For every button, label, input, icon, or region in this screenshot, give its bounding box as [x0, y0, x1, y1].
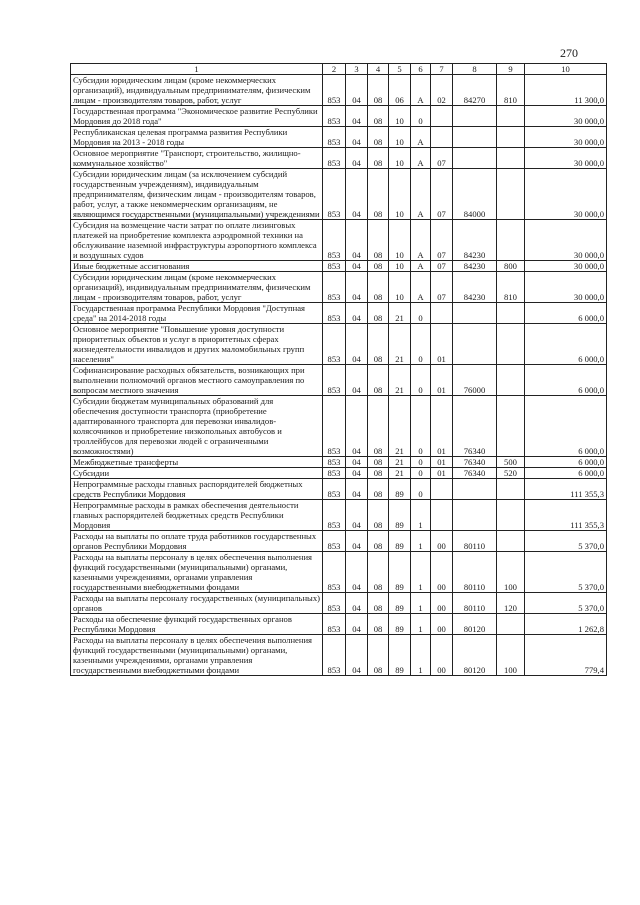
- row-amount: 30 000,0: [525, 106, 607, 127]
- col-subprogram: А: [411, 220, 431, 261]
- row-amount: 5 370,0: [525, 552, 607, 593]
- col-subprogram: 0: [411, 468, 431, 479]
- col-subprogram: 0: [411, 396, 431, 457]
- col-subsection: 08: [368, 75, 389, 106]
- row-amount: 30 000,0: [525, 148, 607, 169]
- col-subsection: 08: [368, 261, 389, 272]
- col-expense-type: 100: [497, 552, 525, 593]
- col-department: 853: [323, 324, 346, 365]
- col-event: 07: [431, 220, 453, 261]
- row-name: Республиканская целевая программа развития Республики Мордовия на 2013 - 2018 годы: [71, 127, 323, 148]
- col-subprogram: 0: [411, 324, 431, 365]
- row-name: Иные бюджетные ассигнования: [71, 261, 323, 272]
- col-department: 853: [323, 457, 346, 468]
- col-direction: 80110: [453, 593, 497, 614]
- col-program: 89: [389, 593, 411, 614]
- row-amount: 30 000,0: [525, 220, 607, 261]
- col-subsection: 08: [368, 635, 389, 676]
- column-header: 7: [431, 64, 453, 75]
- col-expense-type: [497, 531, 525, 552]
- table-row: [71, 593, 607, 614]
- col-expense-type: [497, 500, 525, 531]
- col-section: 04: [346, 635, 368, 676]
- col-subsection: 08: [368, 365, 389, 396]
- col-direction: [453, 303, 497, 324]
- table-row: [71, 127, 607, 148]
- col-subprogram: А: [411, 261, 431, 272]
- column-header: 5: [389, 64, 411, 75]
- col-subprogram: 1: [411, 531, 431, 552]
- col-department: 853: [323, 593, 346, 614]
- col-subprogram: А: [411, 75, 431, 106]
- col-direction: 84270: [453, 75, 497, 106]
- row-amount: 11 300,0: [525, 75, 607, 106]
- row-amount: 30 000,0: [525, 169, 607, 220]
- col-expense-type: [497, 106, 525, 127]
- row-amount: 6 000,0: [525, 324, 607, 365]
- col-direction: [453, 479, 497, 500]
- col-section: 04: [346, 169, 368, 220]
- col-department: 853: [323, 396, 346, 457]
- col-section: 04: [346, 261, 368, 272]
- row-name: Софинансирование расходных обязательств, возникающих при выполнении полномочий органов местного самоуправления по вопросам местного значения: [71, 365, 323, 396]
- col-direction: [453, 106, 497, 127]
- col-department: 853: [323, 261, 346, 272]
- column-header: 3: [346, 64, 368, 75]
- col-section: 04: [346, 479, 368, 500]
- col-subprogram: 1: [411, 635, 431, 676]
- table-row: [71, 531, 607, 552]
- row-amount: 30 000,0: [525, 261, 607, 272]
- col-department: 853: [323, 614, 346, 635]
- col-expense-type: [497, 324, 525, 365]
- row-name: Расходы на выплаты по оплате труда работников государственных органов Республики Мордовия: [71, 531, 323, 552]
- col-expense-type: [497, 148, 525, 169]
- col-subprogram: 0: [411, 479, 431, 500]
- table-row: [71, 75, 607, 106]
- row-name: Расходы на выплаты персоналу государственных (муниципальных) органов: [71, 593, 323, 614]
- col-expense-type: 520: [497, 468, 525, 479]
- table-row: [71, 552, 607, 593]
- col-department: 853: [323, 552, 346, 593]
- col-subsection: 08: [368, 127, 389, 148]
- col-direction: [453, 148, 497, 169]
- col-expense-type: [497, 303, 525, 324]
- col-expense-type: 810: [497, 75, 525, 106]
- table-row: [71, 479, 607, 500]
- col-subsection: 08: [368, 593, 389, 614]
- col-department: 853: [323, 127, 346, 148]
- col-event: [431, 500, 453, 531]
- column-header: 10: [525, 64, 607, 75]
- col-subprogram: 0: [411, 457, 431, 468]
- col-department: 853: [323, 169, 346, 220]
- col-program: 10: [389, 169, 411, 220]
- col-direction: 80120: [453, 614, 497, 635]
- col-department: 853: [323, 531, 346, 552]
- col-direction: 84230: [453, 261, 497, 272]
- col-event: 01: [431, 324, 453, 365]
- col-program: 21: [389, 324, 411, 365]
- col-section: 04: [346, 75, 368, 106]
- col-expense-type: [497, 365, 525, 396]
- col-department: 853: [323, 303, 346, 324]
- col-event: 02: [431, 75, 453, 106]
- row-name: Субсидии юридическим лицам (кроме некоммерческих организаций), индивидуальным предпринимателям, физическим лицам - производителям товаров, работ, услуг: [71, 272, 323, 303]
- row-amount: 111 355,3: [525, 500, 607, 531]
- table-row: [71, 261, 607, 272]
- col-department: 853: [323, 106, 346, 127]
- col-subsection: 08: [368, 468, 389, 479]
- col-department: 853: [323, 365, 346, 396]
- row-amount: 30 000,0: [525, 272, 607, 303]
- col-program: 89: [389, 500, 411, 531]
- row-amount: 6 000,0: [525, 303, 607, 324]
- row-name: Непрограммные расходы главных распорядителей бюджетных средств Республики Мордовия: [71, 479, 323, 500]
- col-section: 04: [346, 457, 368, 468]
- table-header-row: [71, 64, 607, 75]
- col-program: 21: [389, 365, 411, 396]
- col-section: 04: [346, 531, 368, 552]
- row-amount: 6 000,0: [525, 365, 607, 396]
- col-department: 853: [323, 468, 346, 479]
- row-amount: 5 370,0: [525, 531, 607, 552]
- table-row: [71, 635, 607, 676]
- col-subprogram: 1: [411, 552, 431, 593]
- col-subsection: 08: [368, 457, 389, 468]
- col-event: [431, 303, 453, 324]
- col-expense-type: [497, 127, 525, 148]
- col-section: 04: [346, 468, 368, 479]
- col-section: 04: [346, 220, 368, 261]
- col-program: 21: [389, 457, 411, 468]
- col-event: [431, 479, 453, 500]
- column-header: 8: [453, 64, 497, 75]
- col-expense-type: 100: [497, 635, 525, 676]
- col-program: 10: [389, 148, 411, 169]
- table-row: [71, 106, 607, 127]
- col-program: 10: [389, 127, 411, 148]
- row-name: Основное мероприятие "Повышение уровня доступности приоритетных объектов и услуг в приоритетных сферах жизнедеятельности инвалидов и других маломобильных групп населения": [71, 324, 323, 365]
- col-subsection: 08: [368, 272, 389, 303]
- col-event: 01: [431, 457, 453, 468]
- col-subprogram: А: [411, 272, 431, 303]
- col-direction: 80120: [453, 635, 497, 676]
- col-section: 04: [346, 500, 368, 531]
- col-direction: 84230: [453, 220, 497, 261]
- page-number: 270: [560, 46, 578, 60]
- col-subprogram: 1: [411, 614, 431, 635]
- col-subprogram: 1: [411, 500, 431, 531]
- row-name: Субсидии бюджетам муниципальных образований для обеспечения доступности транспорта (приобретение адаптированного транспорта для перевозки инвалидов-колясочников и приобретение низкопольных автобусов и троллейбусов для перевозки людей с ограниченными возможностями): [71, 396, 323, 457]
- col-event: 00: [431, 531, 453, 552]
- row-name: Непрограммные расходы в рамках обеспечения деятельности главных распорядителей бюджетных средств Республики Мордовия: [71, 500, 323, 531]
- col-expense-type: [497, 220, 525, 261]
- table-row: [71, 500, 607, 531]
- col-program: 21: [389, 396, 411, 457]
- row-amount: 111 355,3: [525, 479, 607, 500]
- col-subprogram: 0: [411, 106, 431, 127]
- column-header: 1: [71, 64, 323, 75]
- budget-table: [70, 63, 607, 676]
- col-section: 04: [346, 552, 368, 593]
- row-amount: 30 000,0: [525, 127, 607, 148]
- column-header: 9: [497, 64, 525, 75]
- table-row: [71, 396, 607, 457]
- col-event: 01: [431, 365, 453, 396]
- col-program: 89: [389, 635, 411, 676]
- col-expense-type: [497, 614, 525, 635]
- col-subprogram: 0: [411, 303, 431, 324]
- col-event: 07: [431, 261, 453, 272]
- row-amount: 6 000,0: [525, 457, 607, 468]
- col-department: 853: [323, 479, 346, 500]
- col-program: 10: [389, 106, 411, 127]
- col-department: 853: [323, 272, 346, 303]
- col-subsection: 08: [368, 169, 389, 220]
- col-event: 07: [431, 148, 453, 169]
- row-amount: 6 000,0: [525, 396, 607, 457]
- col-subsection: 08: [368, 106, 389, 127]
- col-event: 07: [431, 169, 453, 220]
- col-program: 89: [389, 614, 411, 635]
- col-section: 04: [346, 324, 368, 365]
- row-name: Субсидии юридическим лицам (кроме некоммерческих организаций), индивидуальным предпринимателям, физическим лицам - производителям товаров, работ, услуг: [71, 75, 323, 106]
- table-row: [71, 220, 607, 261]
- table-row: [71, 468, 607, 479]
- table-row: [71, 365, 607, 396]
- col-subsection: 08: [368, 324, 389, 365]
- col-event: 01: [431, 396, 453, 457]
- col-subsection: 08: [368, 531, 389, 552]
- col-subsection: 08: [368, 396, 389, 457]
- row-amount: 779,4: [525, 635, 607, 676]
- row-name: Субсидии: [71, 468, 323, 479]
- row-name: Субсидия на возмещение части затрат по оплате лизинговых платежей на приобретение комплекта аэродромной техники на обслуживание наземной инфраструктуры аэропортного комплекса и воздушных судов: [71, 220, 323, 261]
- col-program: 89: [389, 552, 411, 593]
- row-amount: 5 370,0: [525, 593, 607, 614]
- column-header: 2: [323, 64, 346, 75]
- col-department: 853: [323, 220, 346, 261]
- col-subprogram: 1: [411, 593, 431, 614]
- col-direction: 84000: [453, 169, 497, 220]
- col-section: 04: [346, 396, 368, 457]
- col-program: 21: [389, 468, 411, 479]
- column-header: 6: [411, 64, 431, 75]
- table-row: [71, 272, 607, 303]
- row-name: Основное мероприятие "Транспорт, строительство, жилищно-коммунальное хозяйство": [71, 148, 323, 169]
- col-event: 00: [431, 635, 453, 676]
- col-direction: 76340: [453, 468, 497, 479]
- row-amount: 6 000,0: [525, 468, 607, 479]
- col-subprogram: А: [411, 127, 431, 148]
- col-program: 06: [389, 75, 411, 106]
- col-section: 04: [346, 148, 368, 169]
- col-section: 04: [346, 614, 368, 635]
- col-subsection: 08: [368, 479, 389, 500]
- table-row: [71, 324, 607, 365]
- row-name: Межбюджетные трансферты: [71, 457, 323, 468]
- col-direction: 84230: [453, 272, 497, 303]
- col-direction: 80110: [453, 552, 497, 593]
- row-name: Расходы на выплаты персоналу в целях обеспечения выполнения функций государственными (муниципальными) органами, казенными учреждениями, органами управления государственными внебюджетными фондами: [71, 552, 323, 593]
- col-program: 89: [389, 531, 411, 552]
- col-section: 04: [346, 365, 368, 396]
- col-section: 04: [346, 272, 368, 303]
- col-department: 853: [323, 635, 346, 676]
- col-program: 10: [389, 220, 411, 261]
- col-department: 853: [323, 148, 346, 169]
- col-direction: 76340: [453, 396, 497, 457]
- row-name: Субсидии юридическим лицам (за исключением субсидий государственным учреждениям), индивидуальным предпринимателям, физическим лицам - производителям товаров, работ, услуг, а также некоммерческим организациям, не являющимся государственными (муниципальными) учреждениями: [71, 169, 323, 220]
- col-program: 10: [389, 261, 411, 272]
- table-row: [71, 614, 607, 635]
- row-amount: 1 262,8: [525, 614, 607, 635]
- row-name: Расходы на обеспечение функций государственных органов Республики Мордовия: [71, 614, 323, 635]
- col-subprogram: А: [411, 148, 431, 169]
- col-direction: 76340: [453, 457, 497, 468]
- col-department: 853: [323, 500, 346, 531]
- col-program: 10: [389, 272, 411, 303]
- col-expense-type: 810: [497, 272, 525, 303]
- col-expense-type: 120: [497, 593, 525, 614]
- col-event: 01: [431, 468, 453, 479]
- col-program: 21: [389, 303, 411, 324]
- row-name: Государственная программа "Экономическое развитие Республики Мордовия до 2018 года": [71, 106, 323, 127]
- col-subsection: 08: [368, 500, 389, 531]
- col-subsection: 08: [368, 303, 389, 324]
- col-expense-type: 500: [497, 457, 525, 468]
- table-row: [71, 148, 607, 169]
- col-subsection: 08: [368, 552, 389, 593]
- table-row: [71, 303, 607, 324]
- col-subprogram: 0: [411, 365, 431, 396]
- col-section: 04: [346, 303, 368, 324]
- col-department: 853: [323, 75, 346, 106]
- col-subprogram: А: [411, 169, 431, 220]
- col-event: 00: [431, 552, 453, 593]
- col-expense-type: 800: [497, 261, 525, 272]
- col-direction: [453, 127, 497, 148]
- col-direction: 80110: [453, 531, 497, 552]
- table-row: [71, 457, 607, 468]
- col-section: 04: [346, 593, 368, 614]
- col-event: 00: [431, 593, 453, 614]
- col-expense-type: [497, 479, 525, 500]
- col-expense-type: [497, 169, 525, 220]
- table-body: [71, 75, 607, 676]
- col-subsection: 08: [368, 614, 389, 635]
- col-direction: [453, 324, 497, 365]
- table-row: [71, 169, 607, 220]
- col-subsection: 08: [368, 220, 389, 261]
- col-event: 07: [431, 272, 453, 303]
- col-direction: [453, 500, 497, 531]
- col-event: 00: [431, 614, 453, 635]
- col-event: [431, 106, 453, 127]
- row-name: Расходы на выплаты персоналу в целях обеспечения выполнения функций государственными (муниципальными) органами, казенными учреждениями, органами управления государственными внебюджетными фондами: [71, 635, 323, 676]
- col-event: [431, 127, 453, 148]
- column-header: 4: [368, 64, 389, 75]
- col-expense-type: [497, 396, 525, 457]
- col-section: 04: [346, 106, 368, 127]
- col-direction: 76000: [453, 365, 497, 396]
- col-program: 89: [389, 479, 411, 500]
- col-subsection: 08: [368, 148, 389, 169]
- col-section: 04: [346, 127, 368, 148]
- row-name: Государственная программа Республики Мордовия "Доступная среда" на 2014-2018 годы: [71, 303, 323, 324]
